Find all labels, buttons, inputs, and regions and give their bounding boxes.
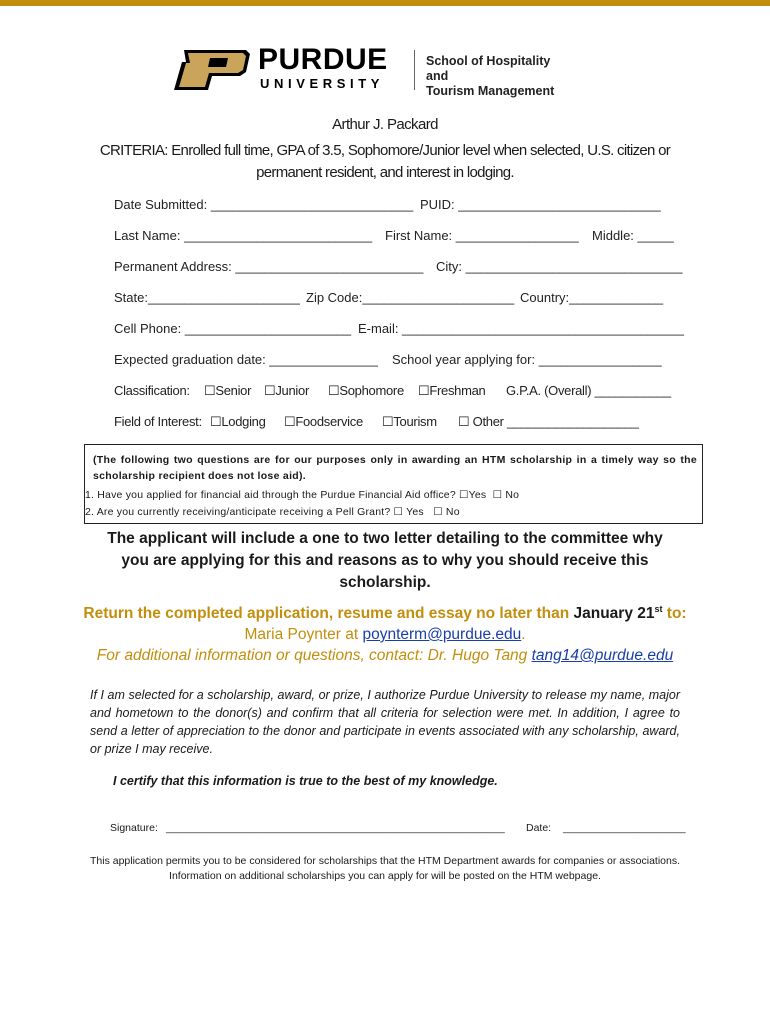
gpa-field[interactable]: G.P.A. (Overall) ___________ xyxy=(506,383,671,398)
email-field[interactable]: E-mail: _______________________________________ xyxy=(358,321,685,336)
checkbox-lodging-label: Lodging xyxy=(221,414,266,429)
checkbox-freshman[interactable]: ☐Freshman xyxy=(418,383,486,398)
date-line[interactable]: _____________________ xyxy=(563,822,686,834)
q2-yes-checkbox[interactable]: ☐ Yes xyxy=(393,506,424,518)
question-pell-grant-text: 2. Are you currently receiving/anticipate receiving a Pell Grant? xyxy=(85,506,391,518)
more-info-text: For additional information or questions, contact: Dr. Hugo Tang xyxy=(96,647,532,664)
middle-name-field[interactable]: Middle: _____ xyxy=(592,228,674,243)
return-deadline-text: Return the completed application, resume and essay no later than xyxy=(83,605,574,623)
financial-aid-box xyxy=(84,444,703,524)
financial-aid-note: (The following two questions are for our purposes only in awarding an HTM scholarship in a timely way so the scholarship recipient does not lose aid). xyxy=(93,454,697,482)
signature-line[interactable]: __________________________________________________________ xyxy=(166,822,505,834)
return-contact-period: . xyxy=(521,626,526,643)
question-financial-aid-text: 1. Have you applied for financial aid through the Purdue Financial Aid office? xyxy=(85,489,456,501)
school-name-line1: School of Hospitality and xyxy=(426,54,551,83)
certification-statement: I certify that this information is true to the best of my knowledge. xyxy=(113,774,498,788)
release-authorization: If I am selected for a scholarship, award, or prize, I authorize Purdue University to release my name, major and hometown to the donor(s) and confirm that all criteria for selection were met. In addition, I agree to send a letter of appreciation to the donor and participate in events associated with any scholarship, award, or prize I may receive. xyxy=(90,688,680,756)
q1-no-checkbox[interactable]: ☐ No xyxy=(489,489,520,501)
date-submitted-field[interactable]: Date Submitted: ____________________________ xyxy=(114,197,414,212)
question-pell-grant xyxy=(85,506,460,518)
return-date xyxy=(573,605,662,622)
purdue-p-mark-icon xyxy=(170,48,252,92)
question-financial-aid xyxy=(85,489,519,501)
return-contact-name: Maria Poynter at xyxy=(244,626,363,643)
letter-instructions-line1: The applicant will include a one to two letter detailing to the committee why xyxy=(107,530,663,547)
return-to: to: xyxy=(662,605,687,623)
expected-graduation-field[interactable]: Expected graduation date: _______________ xyxy=(114,352,378,367)
footer-note xyxy=(0,854,770,884)
checkbox-sophomore[interactable]: ☐Sophomore xyxy=(328,383,404,398)
poynter-email-link[interactable]: poynterm@purdue.edu xyxy=(362,626,522,643)
checkbox-foodservice-label: Foodservice xyxy=(295,414,363,429)
checkbox-senior[interactable]: ☐Senior xyxy=(204,383,252,398)
zip-code-field[interactable]: Zip Code:_____________________ xyxy=(306,290,515,305)
letter-instructions-line2: you are applying for this and reasons as to why you should receive this xyxy=(121,552,649,569)
checkbox-freshman-label: Freshman xyxy=(429,383,486,398)
checkbox-tourism-label: Tourism xyxy=(393,414,437,429)
signature-label: Signature: xyxy=(110,822,158,834)
cell-phone-field[interactable]: Cell Phone: _______________________ xyxy=(114,321,352,336)
country-field[interactable]: Country:_____________ xyxy=(520,290,664,305)
criteria-line1: CRITERIA: Enrolled full time, GPA of 3.5, Sophomore/Junior level when selected, U.S. citizen or xyxy=(99,142,671,159)
checkbox-tourism[interactable]: ☐Tourism xyxy=(382,414,437,429)
purdue-logo xyxy=(170,44,570,96)
footer-line2: Information on additional scholarships you can apply for will be posted on the HTM webpage. xyxy=(169,870,601,882)
checkbox-other[interactable]: ☐ Other ___________________ xyxy=(458,414,639,429)
return-deadline xyxy=(0,604,770,623)
letter-instructions xyxy=(0,528,770,594)
state-field[interactable]: State:_____________________ xyxy=(114,290,300,305)
school-year-field[interactable]: School year applying for: _________________ xyxy=(392,352,662,367)
university-wordmark: UNIVERSITY xyxy=(260,76,385,91)
checkbox-foodservice[interactable]: ☐Foodservice xyxy=(284,414,363,429)
checkbox-junior[interactable]: ☐Junior xyxy=(264,383,309,398)
q1-yes-checkbox[interactable]: ☐Yes xyxy=(459,489,487,501)
more-info xyxy=(0,647,770,665)
q1-no-label: No xyxy=(505,489,520,501)
q2-no-label: No xyxy=(445,506,460,518)
field-of-interest-label: Field of Interest: xyxy=(114,414,202,429)
first-name-field[interactable]: First Name: _________________ xyxy=(385,228,579,243)
footer-line1: This application permits you to be considered for scholarships that the HTM Department awards for companies or associations. xyxy=(89,855,681,867)
checkbox-senior-label: Senior xyxy=(215,383,252,398)
top-gold-bar xyxy=(0,0,770,6)
puid-field[interactable]: PUID: ____________________________ xyxy=(420,197,661,212)
permanent-address-field[interactable]: Permanent Address: __________________________ xyxy=(114,259,424,274)
return-contact xyxy=(0,626,770,644)
classification-label: Classification: xyxy=(114,383,190,398)
checkbox-lodging[interactable]: ☐Lodging xyxy=(210,414,266,429)
school-name xyxy=(426,54,570,99)
letter-instructions-line3: scholarship. xyxy=(339,574,431,591)
date-label: Date: xyxy=(526,822,552,834)
tang-email-link[interactable]: tang14@purdue.edu xyxy=(531,647,674,664)
q2-yes-label: Yes xyxy=(406,506,424,518)
checkbox-sophomore-label: Sophomore xyxy=(339,383,404,398)
brand-wordmark: PURDUE xyxy=(258,43,388,76)
return-date-suffix: st xyxy=(654,604,663,614)
scholarship-name: Arthur J. Packard xyxy=(332,116,438,133)
criteria xyxy=(0,140,770,184)
city-field[interactable]: City: ______________________________ xyxy=(436,259,683,274)
last-name-field[interactable]: Last Name: __________________________ xyxy=(114,228,373,243)
school-name-line2: Tourism Management xyxy=(426,84,555,98)
logo-divider xyxy=(414,50,415,90)
other-interest-field[interactable]: Other ___________________ xyxy=(472,414,639,429)
q2-no-checkbox[interactable]: ☐ No xyxy=(426,506,460,518)
q1-yes-label: Yes xyxy=(468,489,487,501)
checkbox-junior-label: Junior xyxy=(275,383,309,398)
criteria-line2: permanent resident, and interest in lodging. xyxy=(256,164,514,181)
return-date-text: January 21 xyxy=(573,605,655,623)
